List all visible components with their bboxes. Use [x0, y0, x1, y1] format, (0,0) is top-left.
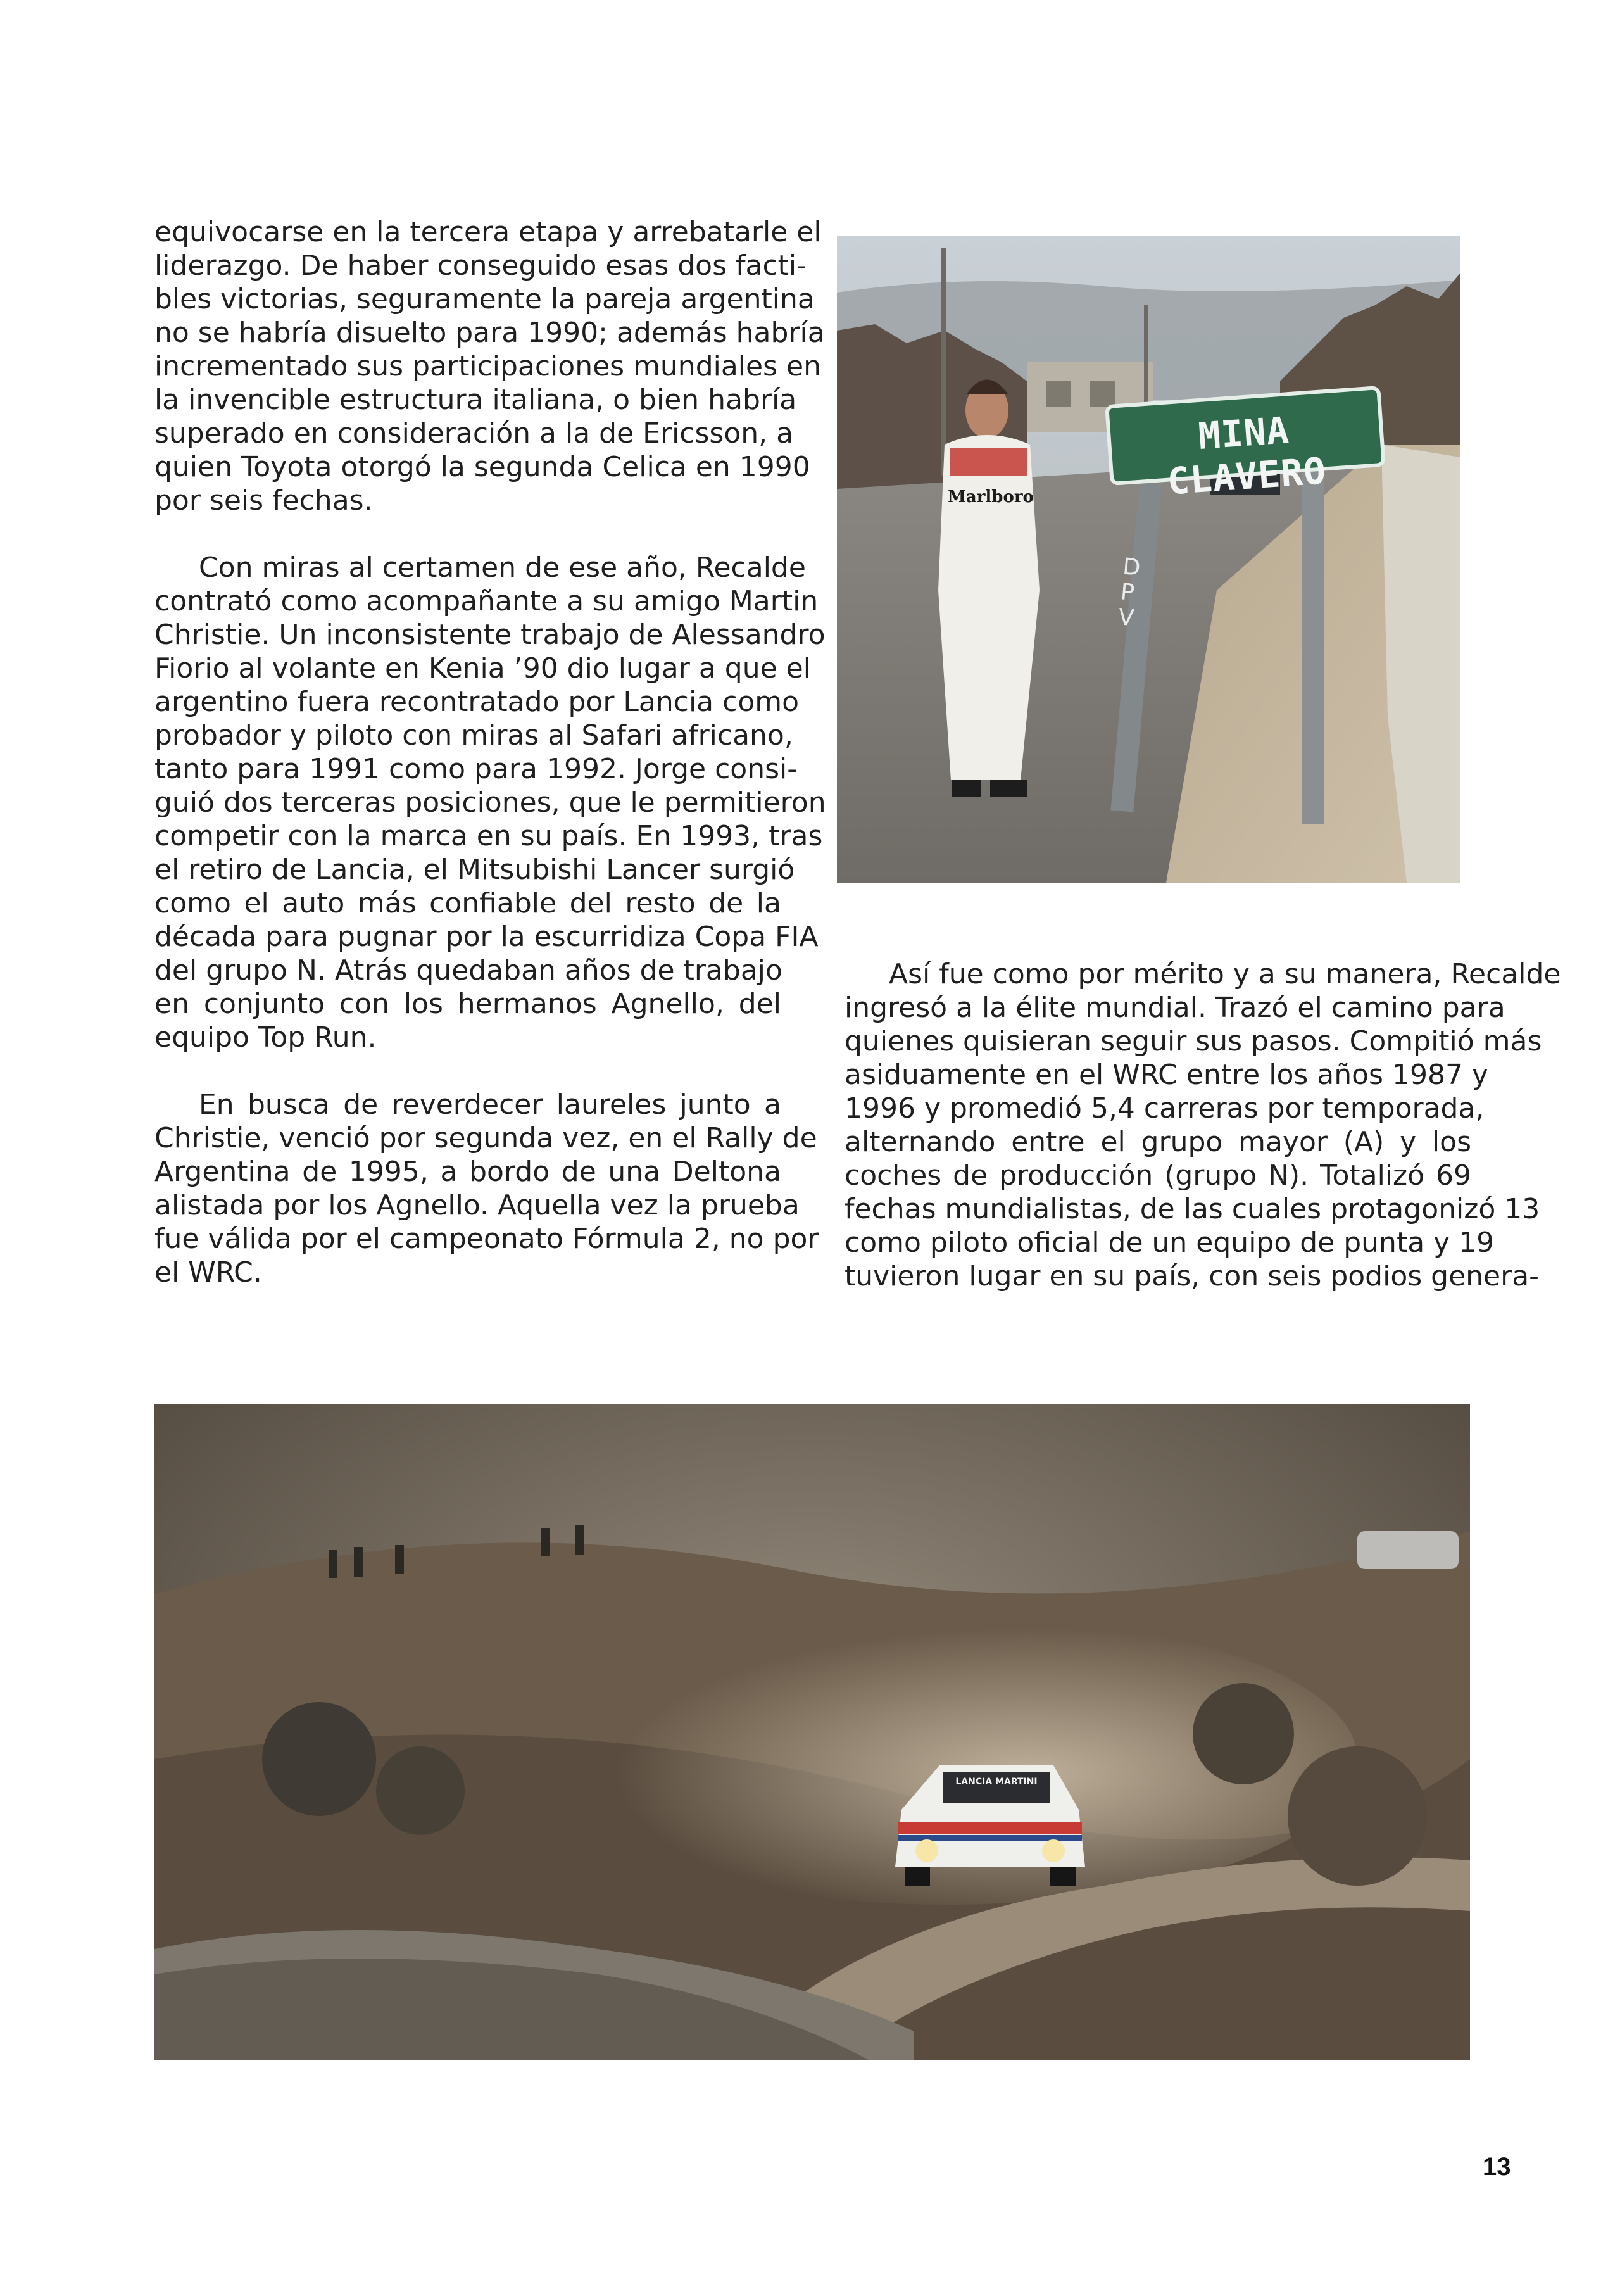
rally-photo-illustration	[154, 1404, 1470, 2060]
text-line: como piloto oficial de un equipo de punta y 19	[845, 1227, 1495, 1259]
text-line: Con miras al certamen de ese año, Recalde	[199, 552, 806, 584]
car-banner-text: LANCIA MARTINI	[955, 1777, 1038, 1787]
page-number: 13	[1483, 2153, 1511, 2181]
text-line: 1996 y promedió 5,4 carreras por temporada,	[845, 1092, 1485, 1125]
text-line: alternando entre el grupo mayor (A) y los	[845, 1126, 1471, 1158]
paragraph	[845, 957, 1561, 1293]
rally-car-photo	[154, 1404, 1470, 2060]
text-line: fechas mundialistas, de las cuales protagonizó 13	[845, 1193, 1540, 1225]
paragraph	[154, 1088, 819, 1289]
text-line: Christie, venció por segunda vez, en el Rally de	[154, 1122, 817, 1154]
text-line: quienes quisieran seguir sus pasos. Compitió más	[845, 1025, 1542, 1057]
text-line: tuvieron lugar en su país, con seis podios genera-	[845, 1260, 1540, 1292]
text-line: Christie. Un inconsistente trabajo de Alessandro	[154, 619, 826, 651]
text-line: fue válida por el campeonato Fórmula 2, no por	[154, 1223, 819, 1255]
paragraph	[154, 215, 825, 517]
left-text-column	[154, 215, 826, 1289]
text-line: el WRC.	[154, 1256, 262, 1289]
suit-sponsor-text: Marlboro	[948, 488, 1034, 507]
text-line: ingresó a la élite mundial. Trazó el camino para	[845, 992, 1505, 1024]
text-line: probador y piloto con miras al Safari africano,	[154, 719, 793, 752]
text-line: tanto para 1991 como para 1992. Jorge consi-	[154, 753, 798, 785]
text-line: competir con la marca en su país. En 1993, tras	[154, 820, 823, 852]
text-line: coches de producción (grupo N). Totalizó 69	[845, 1159, 1471, 1192]
text-line: en conjunto con los hermanos Agnello, del	[154, 988, 781, 1020]
text-line: quien Toyota otorgó la segunda Celica en 1990	[154, 451, 810, 483]
text-line: incrementado sus participaciones mundiales en	[154, 350, 821, 382]
sign-post-text: DPV	[1117, 553, 1142, 632]
text-line: Así fue como por mérito y a su manera, Recalde	[889, 958, 1561, 990]
road-sign-text: MINA CLAVERO	[1165, 408, 1328, 503]
text-line: del grupo N. Atrás quedaban años de trabajo	[154, 954, 782, 987]
text-line: argentino fuera recontratado por Lancia como	[154, 686, 800, 718]
text-line: liderazgo. De haber conseguido esas dos facti-	[154, 249, 807, 282]
text-line: la invencible estructura italiana, o bien habría	[154, 384, 797, 416]
text-line: Argentina de 1995, a bordo de una Deltona	[154, 1156, 781, 1188]
right-text-column	[845, 957, 1561, 1293]
text-line: por seis fechas.	[154, 484, 373, 517]
text-line: contrató como acompañante a su amigo Martin	[154, 585, 819, 617]
text-line: guió dos terceras posiciones, que le permitieron	[154, 786, 826, 819]
text-line: el retiro de Lancia, el Mitsubishi Lancer surgió	[154, 854, 795, 886]
driver-road-sign-photo	[837, 236, 1460, 883]
text-line: asiduamente en el WRC entre los años 1987 y	[845, 1059, 1488, 1091]
text-line: alistada por los Agnello. Aquella vez la prueba	[154, 1189, 800, 1221]
text-line: no se habría disuelto para 1990; además habría	[154, 317, 825, 349]
text-line: equivocarse en la tercera etapa y arrebatarle el	[154, 216, 822, 248]
text-line: Fiorio al volante en Kenia ’90 dio lugar a que el	[154, 652, 811, 684]
text-line: década para pugnar por la escurridiza Copa FIA	[154, 921, 819, 953]
text-line: como el auto más confiable del resto de la	[154, 887, 781, 919]
text-line: En busca de reverdecer laureles junto a	[199, 1088, 781, 1121]
text-line: superado en consideración a la de Ericsson, a	[154, 417, 794, 450]
text-line: bles victorias, seguramente la pareja argentina	[154, 283, 815, 315]
text-line: equipo Top Run.	[154, 1021, 377, 1054]
paragraph	[154, 551, 826, 1054]
